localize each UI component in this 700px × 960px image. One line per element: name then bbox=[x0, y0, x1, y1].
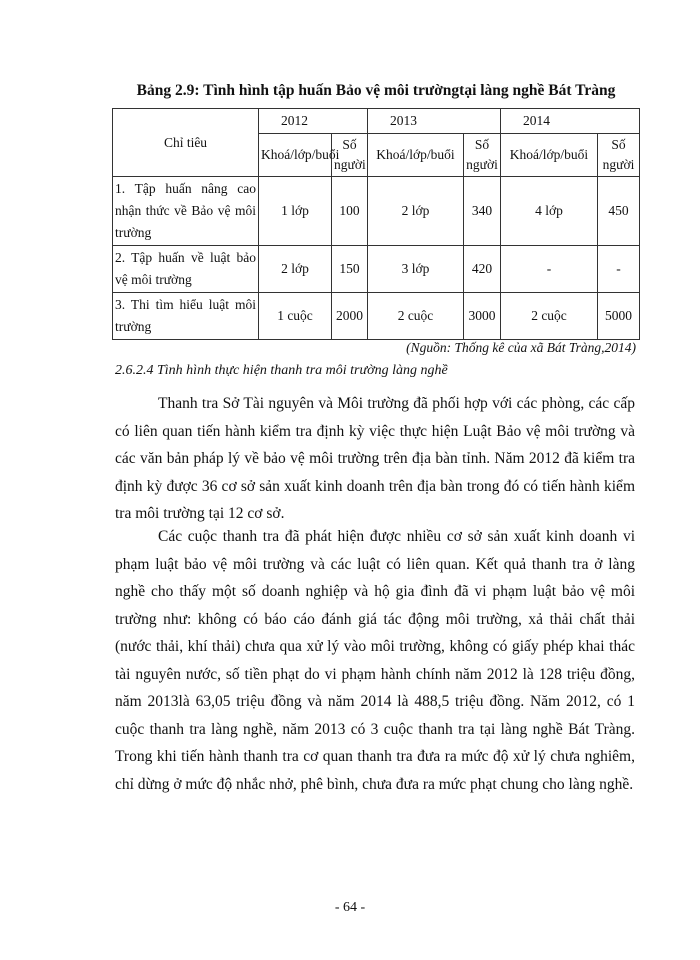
body-paragraph: Các cuộc thanh tra đã phát hiện được nhiều cơ sở sản xuất kinh doanh vi phạm luật bảo vệ môi trường và các luật có liên quan. Kết quả thanh tra ở làng nghề cho thấy một số doanh nghiệp và hộ gia đình đã vi phạm luật bảo vệ môi trường như: không có báo cáo đánh giá tác động môi trường, xả thải chất thải (nước thải, khí thải) chưa qua xử lý vào môi trường, không có giấy phép khai thác tài nguyên nước, số tiền phạt do vi phạm hành chính năm 2012 là 128 triệu đồng, năm 2013là 63,05 triệu đồng và năm 2014 là 488,5 triệu đồng. Năm 2012, có 1 cuộc thanh tra làng nghề, năm 2013 có 3 cuộc thanh tra tại làng nghề Bát Tràng. Trong khi tiến hành thanh tra cơ quan thanh tra đưa ra mức độ xử lý chưa nghiêm, chỉ dừng ở mức độ nhắc nhở, phê bình, chưa đưa ra mức phạt chung cho làng nghề. bbox=[115, 528, 635, 793]
table-cell: 420 bbox=[464, 246, 501, 293]
table-cell: 150 bbox=[332, 246, 368, 293]
header-year-2012: 2012 bbox=[259, 109, 368, 134]
table-cell: 2 cuộc bbox=[368, 293, 464, 340]
table-cell: 100 bbox=[332, 177, 368, 246]
header-course: Khoá/lớp/buổi bbox=[259, 134, 332, 177]
table-cell: 1 lớp bbox=[259, 177, 332, 246]
section-heading: 2.6.2.4 Tình hình thực hiện thanh tra môi trường làng nghề bbox=[115, 363, 448, 378]
row-label: 1. Tập huấn nâng cao nhận thức về Bảo vệ môi trường bbox=[113, 177, 259, 246]
header-year-2014: 2014 bbox=[501, 109, 640, 134]
table-source: (Nguồn: Thống kê của xã Bát Tràng,2014) bbox=[406, 340, 636, 355]
table-cell: 4 lớp bbox=[501, 177, 598, 246]
table-cell: 3 lớp bbox=[368, 246, 464, 293]
header-indicator: Chỉ tiêu bbox=[113, 109, 259, 177]
row-label: 3. Thi tìm hiểu luật môi trường bbox=[113, 293, 259, 340]
table-cell: 340 bbox=[464, 177, 501, 246]
table-cell: 2 lớp bbox=[368, 177, 464, 246]
header-people: Số người bbox=[464, 134, 501, 177]
header-course: Khoá/lớp/buổi bbox=[501, 134, 598, 177]
page-number: - 64 - bbox=[334, 900, 366, 915]
table-row bbox=[113, 177, 640, 246]
table-row bbox=[113, 246, 640, 293]
header-people: Số người bbox=[332, 134, 368, 177]
table-cell: 1 cuộc bbox=[259, 293, 332, 340]
training-table bbox=[112, 108, 640, 340]
row-label: 2. Tập huấn về luật bảo vệ môi trường bbox=[113, 246, 259, 293]
table-cell: 2000 bbox=[332, 293, 368, 340]
header-people: Số người bbox=[598, 134, 640, 177]
table-cell: 2 lớp bbox=[259, 246, 332, 293]
table-cell: - bbox=[598, 246, 640, 293]
header-course: Khoá/lớp/buổi bbox=[368, 134, 464, 177]
table-header-row bbox=[113, 109, 640, 134]
table-caption: Bảng 2.9: Tình hình tập huấn Bảo vệ môi trườngtại làng nghề Bát Tràng bbox=[136, 82, 616, 99]
table-cell: - bbox=[501, 246, 598, 293]
table-cell: 2 cuộc bbox=[501, 293, 598, 340]
table-row bbox=[113, 293, 640, 340]
header-year-2013: 2013 bbox=[368, 109, 501, 134]
body-paragraph: Thanh tra Sở Tài nguyên và Môi trường đã phối hợp với các phòng, các cấp có liên quan tiến hành kiểm tra định kỳ việc thực hiện Luật Bảo vệ môi trường và các văn bản pháp lý về bảo vệ môi trường trên địa bàn tỉnh. Năm 2012 đã kiểm tra định kỳ được 36 cơ sở sản xuất kinh doanh trên địa bàn trong đó có tiến hành kiểm tra môi trường tại 12 cơ sở. bbox=[115, 395, 635, 522]
table-cell: 5000 bbox=[598, 293, 640, 340]
table-cell: 3000 bbox=[464, 293, 501, 340]
table-cell: 450 bbox=[598, 177, 640, 246]
